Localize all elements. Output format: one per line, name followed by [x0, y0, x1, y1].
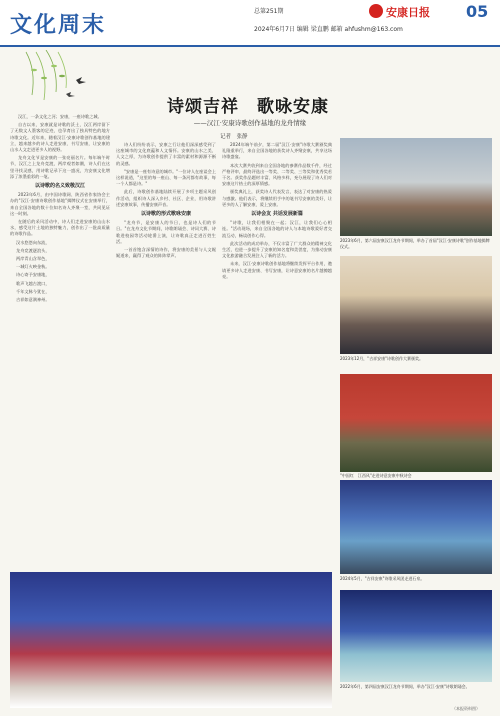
photo-caption: 2023年6月，第六届安康汉江龙舟节期间，举办了首届"汉江·安康诗歌"创作基地揭牌仪式。	[340, 238, 490, 249]
photo-credit: （本报资料图）	[452, 706, 480, 711]
page-header	[0, 0, 500, 46]
article-headline: 诗颂吉祥 歌咏安康	[167, 97, 329, 117]
page-number: 05	[466, 2, 489, 21]
poem-line: 汉水悠悠向东流，	[16, 239, 50, 245]
photo-award-ceremony	[340, 256, 492, 354]
paragraph: 自古以来，安康就是诗歌的沃土，汉江两岸留下了无数文人墨客的足迹，也孕育出了独具特色的地方诗歌文化。近年来，随着汉江·安康诗歌创作基地的建立，越来越多的诗人走进安康、书写安康，让安康的山水人文走进更多人的视野。	[10, 122, 110, 153]
poem-line: 一城灯火映金秋。	[16, 264, 50, 270]
paragraph: 2023年6月，由中国诗歌网、陕西省作家协会主办的"汉江·安康诗歌创作基地"揭牌仪式在安康举行，来自全国各地的数十位知名诗人齐聚一堂，共同见证这一时刻。	[10, 192, 110, 216]
paragraph: "龙舟节，是安康人的节日，也是诗人们的节日。"在龙舟文化节期间，诗歌朗诵会、诗词大赛、诗歌进校园等活动轮番上演，让诗歌真正走进百姓生活。	[116, 220, 216, 244]
willow-swallow-illustration	[6, 50, 106, 110]
header-divider	[0, 45, 500, 47]
article-byline: 记者 张静	[220, 134, 248, 140]
section-title: 文化周末	[10, 12, 107, 38]
date-editor-line: 2024年6月7日 编辑 梁直鹏 邮箱 ahfushm@163.com	[254, 26, 403, 33]
poem-line: 两岸青山含翠色，	[16, 256, 50, 262]
text-column-1	[10, 114, 110, 566]
paragraph: 龙舟文化节是安康的一张亮丽名片。每年端午时节，汉江之上龙舟竞渡，两岸观者如潮，诗人们在这里寻找灵感，用诗歌记录下这一盛况，为安康文化增添了浓墨重彩的一笔。	[10, 155, 110, 179]
text-column-3	[222, 142, 332, 566]
paragraph: 此后，诗歌创作基地陆续开展了多项主题采风创作活动，组织诗人深入乡村、社区、企业，用诗歌讲述安康故事，传播安康声音。	[116, 189, 216, 207]
section-subheading: 以诗歌的形式歌咏安康	[140, 211, 191, 218]
photo-stage-show	[340, 590, 492, 682]
paragraph: 一首首饱含深情的诗作，将安康的美景与人文娓娓道来，赢得了观众的阵阵掌声。	[116, 247, 216, 259]
section-subheading: 以诗会友 共话发展新篇	[251, 211, 303, 218]
article-subhead: ——汉江·安康诗歌创作基地的龙舟情缘	[193, 119, 307, 127]
section-subheading: 以诗歌的名义致敬汉江	[34, 183, 85, 190]
paragraph: 本次大赛共收到来自全国各地的参赛作品数千件，经过严格评审，最终评选出一等奖、二等奖、三等奖和优秀奖若干名。获奖作品题材丰富、风格多样，充分展现了诗人们对安康这片热土的深厚情感。	[222, 162, 332, 187]
photo-performance	[340, 480, 492, 574]
photo-caption: 2024年5月，"吉祥安康"诗歌采风团走进石泉。	[340, 576, 425, 581]
paragraph: 汉江，一条文化之河；安康，一座诗歌之城。	[18, 114, 102, 119]
logo-text: 安康日报	[386, 6, 430, 19]
paragraph: 在随后的采风活动中，诗人们走进安康的山山水水，感受这片土地的独特魅力，创作出了一批高质量的诗歌作品。	[10, 219, 110, 237]
photo-caption: 2022年6月，第四届安康汉江龙舟节期间，举办"汉江·安康"诗歌朗诵会。	[340, 684, 470, 689]
photo-caption: "中国红 江西风"走进诗意安康中秋诗会	[340, 473, 412, 478]
photo-mid-autumn-poetry	[340, 374, 492, 472]
paragraph: 2024年端午前夕，第二届"汉江·安康"诗歌大赛颁奖典礼隆重举行，来自全国各地的获奖诗人齐聚安康，共享这场诗歌盛宴。	[222, 142, 332, 160]
poem-line: 龙舟竞渡逐浪头，	[16, 247, 50, 253]
newspaper-logo	[369, 4, 459, 22]
photo-large-performance	[10, 572, 332, 708]
paragraph: 此次活动的成功举办，不仅丰富了广大群众的精神文化生活，也进一步提升了安康的知名度和美誉度，为推动安康文化旅游融合发展注入了新的活力。	[222, 240, 332, 259]
poem-line: 歌声飞越古渡口，	[16, 280, 50, 286]
photo-award-group	[340, 138, 492, 236]
paragraph: 颁奖典礼上，获奖诗人代表发言，表达了对安康的热爱与感激。他们表示，将继续用手中的笔书写安康的美好，让更多的人了解安康、爱上安康。	[222, 189, 332, 207]
poem-line: 诗心寄予安康地，	[16, 272, 50, 278]
photo-caption: 2023年12月，"吉祥安康"诗歌创作大赛颁奖。	[340, 356, 423, 361]
issue-number: 总第251期	[254, 8, 284, 15]
paragraph: "安康是一座有诗意的城市。"一位诗人在座谈会上这样说道，"这里的每一座山、每一条河都有故事，每一个人都是诗。"	[116, 168, 216, 187]
paragraph: 未来，汉江·安康诗歌创作基地将继续发挥平台作用，邀请更多诗人走进安康、书写安康，让诗意安康的名片越擦越亮。	[222, 261, 332, 279]
poem-line: 吉祥如意满神州。	[16, 297, 50, 303]
paragraph: "诗歌，让我们相聚在一起；汉江，让我们心心相连。"活动现场，来自全国各地的诗人与本地诗歌爱好者交流互动，畅谈创作心得。	[222, 220, 332, 238]
text-column-2	[116, 142, 216, 566]
logo-emblem-icon	[369, 4, 383, 18]
paragraph: 诗人们纷纷表示，安康之行让他们深深感受到了这座城市的文化底蕴和人文情怀。安康的山水之美、人文之厚，为诗歌创作提供了丰富的素材和源源不断的灵感。	[116, 142, 216, 166]
poem-line: 千年文脉今犹在，	[16, 288, 50, 294]
